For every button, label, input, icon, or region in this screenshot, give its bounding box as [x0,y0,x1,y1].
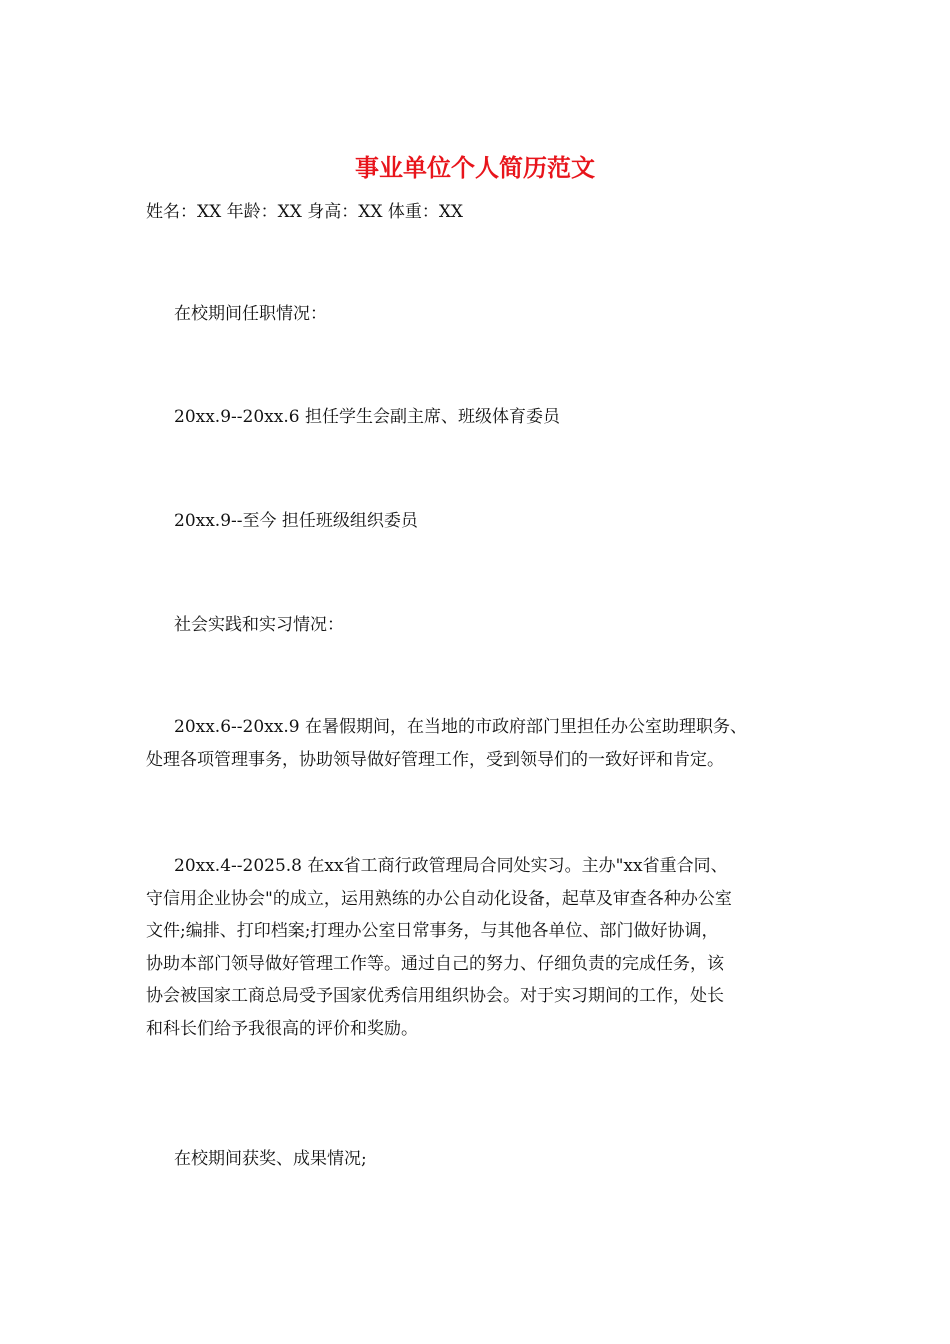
section-heading-awards: 在校期间获奖、成果情况; [174,1149,367,1169]
section-heading-practice: 社会实践和实习情况： [174,615,344,635]
paragraph-line: 协助本部门领导做好管理工作等。通过自己的努力、仔细负责的完成任务，该 [146,953,724,974]
personal-info-line: 姓名：XX 年龄：XX 身高：XX 体重：XX [146,202,464,222]
paragraph-line: 协会被国家工商总局受予国家优秀信用组织协会。对于实习期间的工作，处长 [146,986,724,1007]
paragraph-line: 处理各项管理事务，协助领导做好管理工作，受到领导们的一致好评和肯定。 [146,749,724,770]
paragraph-line: 和科长们给予我很高的评价和奖励。 [146,1018,418,1039]
practice-paragraph [146,850,810,1046]
paragraph-line: 守信用企业协会"的成立，运用熟练的办公自动化设备，起草及审查各种办公室 [146,888,732,909]
practice-paragraph [146,711,810,776]
document-title: 事业单位个人简历范文 [355,153,595,182]
paragraph-line: 文件;编排、打印档案;打理办公室日常事务，与其他各单位、部门做好协调， [146,921,719,942]
section-heading-school-roles: 在校期间任职情况： [174,304,327,324]
role-entry: 20xx.9--至今 担任班级组织委员 [174,511,418,531]
paragraph-line: 20xx.4--2025.8 在xx省工商行政管理局合同处实习。主办"xx省重合同、 [174,856,728,876]
role-entry: 20xx.9--20xx.6 担任学生会副主席、班级体育委员 [174,407,560,427]
paragraph-line: 20xx.6--20xx.9 在暑假期间，在当地的市政府部门里担任办公室助理职务、 [174,717,747,737]
